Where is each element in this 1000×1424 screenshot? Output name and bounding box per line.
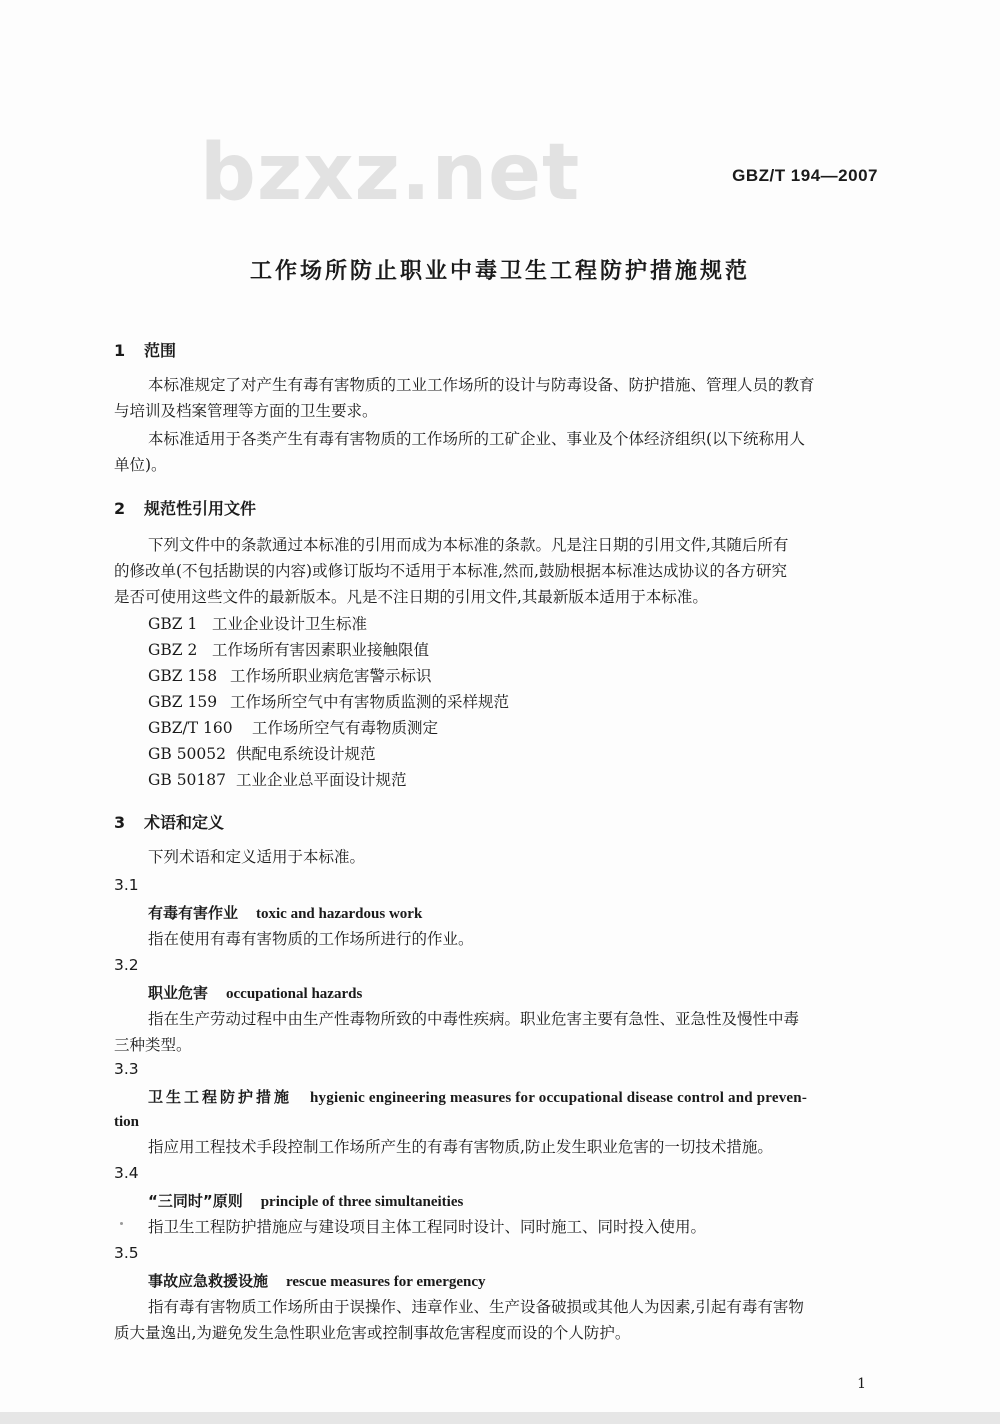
reference-code: GBZ 158: [148, 667, 218, 685]
section-title: 术语和定义: [144, 813, 225, 832]
reference-code: GB 50052: [148, 745, 227, 763]
reference-item: [148, 690, 509, 712]
reference-item: [148, 742, 376, 764]
reference-code: GBZ 159: [148, 693, 218, 711]
term-heading-continuation: [114, 1112, 139, 1131]
term-chinese: “三同时”原则: [148, 1192, 243, 1210]
reference-item: [148, 612, 367, 634]
section-heading-2: [114, 496, 256, 519]
section-number: 2: [114, 499, 126, 518]
term-definition: 指应用工程技术手段控制工作场所产生的有毒有害物质,防止发生职业危害的一切技术措施。: [148, 1138, 773, 1156]
page-bottom-edge: [0, 1412, 1000, 1424]
term-definition: 三种类型。: [114, 1036, 192, 1054]
reference-name: 工作场所有害因素职业接触限值: [212, 641, 430, 659]
paragraph-line: 本标准适用于各类产生有毒有害物质的工作场所的工矿企业、事业及个体经济组织(以下统称用人: [148, 430, 806, 448]
term-english: occupational hazards: [226, 986, 363, 1002]
paragraph-line: 下列文件中的条款通过本标准的引用而成为本标准的条款。凡是注日期的引用文件,其随后所有: [148, 536, 789, 554]
term-english: toxic and hazardous work: [256, 906, 423, 922]
term-heading: [148, 1190, 463, 1211]
reference-name: 供配电系统设计规范: [236, 745, 376, 763]
reference-item: [148, 664, 432, 686]
term-english-continuation: tion: [114, 1114, 140, 1130]
reference-code: GBZ/T 160: [148, 719, 233, 737]
page-number: 1: [857, 1376, 866, 1392]
term-chinese: 事故应急救援设施: [148, 1272, 269, 1290]
term-definition: 指在使用有毒有害物质的工作场所进行的作业。: [148, 930, 474, 948]
term-english: hygienic engineering measures for occupational disease control and preven-: [310, 1090, 808, 1106]
term-number: 3.3: [114, 1060, 139, 1078]
term-definition: 质大量逸出,为避免发生急性职业危害或控制事故危害程度而设的个人防护。: [114, 1324, 631, 1342]
paragraph-line: 的修改单(不包括勘误的内容)或修订版均不适用于本标准,然而,鼓励根据本标准达成协议的各方研究: [114, 562, 787, 580]
reference-name: 工业企业设计卫生标准: [212, 615, 368, 633]
paragraph-line: 下列术语和定义适用于本标准。: [148, 848, 366, 866]
reference-name: 工作场所空气中有害物质监测的采样规范: [230, 693, 510, 711]
reference-name: 工作场所空气有毒物质测定: [252, 719, 439, 737]
term-definition: 指在生产劳动过程中由生产性毒物所致的中毒性疾病。职业危害主要有急性、亚急性及慢性中毒: [148, 1010, 800, 1028]
reference-item: [148, 768, 407, 790]
term-chinese: 职业危害: [148, 984, 209, 1002]
watermark: bzxz.net: [200, 128, 581, 218]
section-number: 3: [114, 813, 126, 832]
section-title: 范围: [144, 341, 177, 360]
term-definition: 指卫生工程防护措施应与建设项目主体工程同时设计、同时施工、同时投入使用。: [148, 1218, 707, 1236]
reference-name: 工作场所职业病危害警示标识: [230, 667, 432, 685]
standard-code: GBZ/T 194—2007: [732, 166, 878, 185]
term-definition: 指有毒有害物质工作场所由于误操作、违章作业、生产设备破损或其他人为因素,引起有毒有害物: [148, 1298, 804, 1316]
term-english: principle of three simultaneities: [260, 1194, 464, 1210]
reference-name: 工业企业总平面设计规范: [236, 771, 407, 789]
scan-speck: [120, 1222, 123, 1225]
term-number: 3.2: [114, 956, 139, 974]
term-english: rescue measures for emergency: [286, 1274, 486, 1290]
reference-code: GB 50187: [148, 771, 227, 789]
document-title: 工作场所防止职业中毒卫生工程防护措施规范: [249, 259, 750, 284]
term-number: 3.1: [114, 876, 139, 894]
term-chinese: 卫生工程防护措施: [148, 1088, 293, 1106]
term-heading: [148, 902, 422, 923]
reference-code: GBZ 2: [148, 641, 198, 659]
term-heading: [148, 1270, 486, 1291]
section-number: 1: [114, 341, 126, 360]
paragraph-line: 单位)。: [114, 456, 167, 474]
section-heading-3: [114, 810, 224, 833]
section-heading-1: [114, 338, 176, 361]
section-title: 规范性引用文件: [144, 499, 257, 518]
term-number: 3.4: [114, 1164, 139, 1182]
term-number: 3.5: [114, 1244, 139, 1262]
reference-item: [148, 716, 438, 738]
term-chinese: 有毒有害作业: [148, 904, 239, 922]
paragraph-line: 是否可使用这些文件的最新版本。凡是不注日期的引用文件,其最新版本适用于本标准。: [114, 588, 708, 606]
paragraph-line: 本标准规定了对产生有毒有害物质的工业工作场所的设计与防毒设备、防护措施、管理人员的教育: [148, 376, 815, 394]
term-heading: [148, 1086, 807, 1107]
reference-code: GBZ 1: [148, 615, 198, 633]
term-heading: [148, 982, 362, 1003]
reference-item: [148, 638, 429, 660]
paragraph-line: 与培训及档案管理等方面的卫生要求。: [114, 402, 378, 420]
